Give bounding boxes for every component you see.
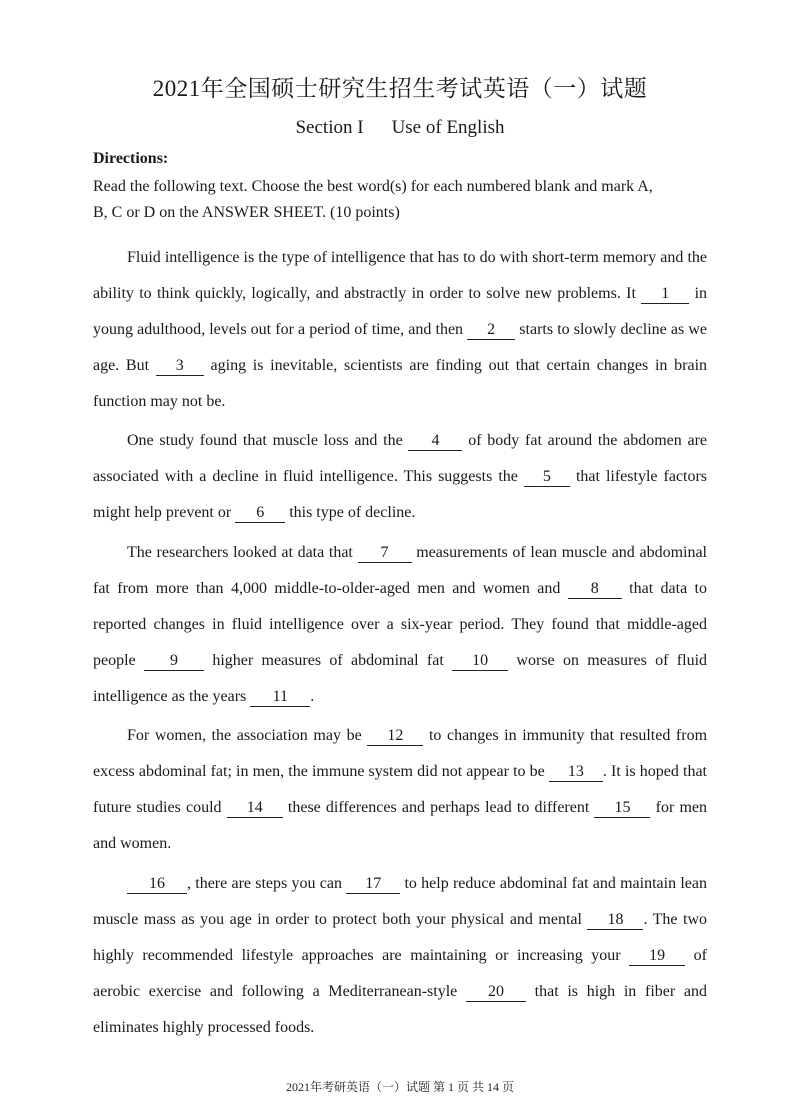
- paragraph-3: [93, 535, 707, 715]
- passage-text: for men and women.: [93, 799, 708, 852]
- passage-text: of body fat around the abdomen are associated with a decline in fluid intelligence. This suggests the: [93, 432, 708, 485]
- blank-8: 8: [568, 580, 622, 599]
- blank-6: 6: [235, 504, 285, 523]
- blank-16: 16: [127, 875, 187, 894]
- directions-line: B, C or D on the ANSWER SHEET. (10 points): [93, 204, 400, 221]
- passage-text: aging is inevitable, scientists are finding out that certain changes in brain function may not be.: [93, 357, 708, 410]
- passage-text: For women, the association may be: [127, 727, 362, 744]
- blank-5: 5: [524, 468, 570, 487]
- paragraph-2: [93, 423, 707, 531]
- blank-9: 9: [144, 652, 204, 671]
- section-heading: [0, 117, 800, 139]
- passage-text: .: [310, 688, 315, 705]
- passage-text: of aerobic exercise and following a Mediterranean-style: [93, 947, 707, 1000]
- passage-text: worse on measures of fluid intelligence as the years: [93, 652, 708, 705]
- page-title: 2021年全国硕士研究生招生考试英语（一）试题: [152, 76, 648, 101]
- blank-17: 17: [346, 875, 400, 894]
- passage-text: Fluid intelligence is the type of intelligence that has to do with short-term memory and the ability to think quickly, logically, and abstractly in order to solve new problems. It: [93, 249, 707, 302]
- page-footer: 2021年考研英语（一）试题 第 1 页 共 14 页: [285, 1080, 514, 1094]
- passage-text: in young adulthood, levels out for a period of time, and then: [93, 285, 708, 338]
- passage-text: starts to slowly decline as we age. But: [93, 321, 707, 374]
- blank-18: 18: [587, 911, 643, 930]
- blank-10: 10: [452, 652, 508, 671]
- blank-3: 3: [156, 357, 204, 376]
- passage-text: that lifestyle factors might help prevent or: [93, 468, 708, 521]
- passage-text: The researchers looked at data that: [127, 544, 353, 561]
- passage-text: this type of decline.: [289, 504, 416, 521]
- blank-1: 1: [641, 285, 689, 304]
- paragraph-1: [93, 240, 707, 420]
- passage-text: . The two highly recommended lifestyle approaches are maintaining or increasing your: [93, 911, 707, 964]
- passage-text: higher measures of abdominal fat: [212, 652, 444, 669]
- passage-text: , there are steps you can: [187, 875, 342, 892]
- blank-13: 13: [549, 763, 603, 782]
- blank-4: 4: [408, 432, 462, 451]
- blank-14: 14: [227, 799, 283, 818]
- blank-19: 19: [629, 947, 685, 966]
- section-number: Section I: [295, 117, 364, 138]
- blank-11: 11: [250, 688, 310, 707]
- blank-12: 12: [367, 727, 423, 746]
- passage-text: to help reduce abdominal fat and maintain lean muscle mass as you age in order to protect both your physical and mental: [93, 875, 707, 928]
- passage-text: that is high in fiber and eliminates highly processed foods.: [93, 983, 708, 1036]
- passage-text: to changes in immunity that resulted from excess abdominal fat; in men, the immune system did not appear to be: [93, 727, 708, 780]
- passage-text: measurements of lean muscle and abdominal fat from more than 4,000 middle-to-older-aged men and women and: [93, 544, 707, 597]
- blank-2: 2: [467, 321, 515, 340]
- paragraph-5: [93, 866, 707, 1046]
- passage-text: . It is hoped that future studies could: [93, 763, 707, 816]
- directions-label: Directions:: [93, 150, 169, 167]
- directions-text: [93, 174, 713, 226]
- passage-text: these differences and perhaps lead to different: [287, 799, 590, 816]
- passage-text: that data to reported changes in fluid intelligence over a six-year period. They found that middle-aged people: [93, 580, 708, 669]
- section-name: Use of English: [391, 117, 505, 138]
- blank-15: 15: [594, 799, 650, 818]
- blank-7: 7: [358, 544, 412, 563]
- paragraph-4: [93, 718, 707, 862]
- passage-text: One study found that muscle loss and the: [127, 432, 403, 449]
- directions-line: Read the following text. Choose the best word(s) for each numbered blank and mark A,: [93, 178, 653, 195]
- blank-20: 20: [466, 983, 526, 1002]
